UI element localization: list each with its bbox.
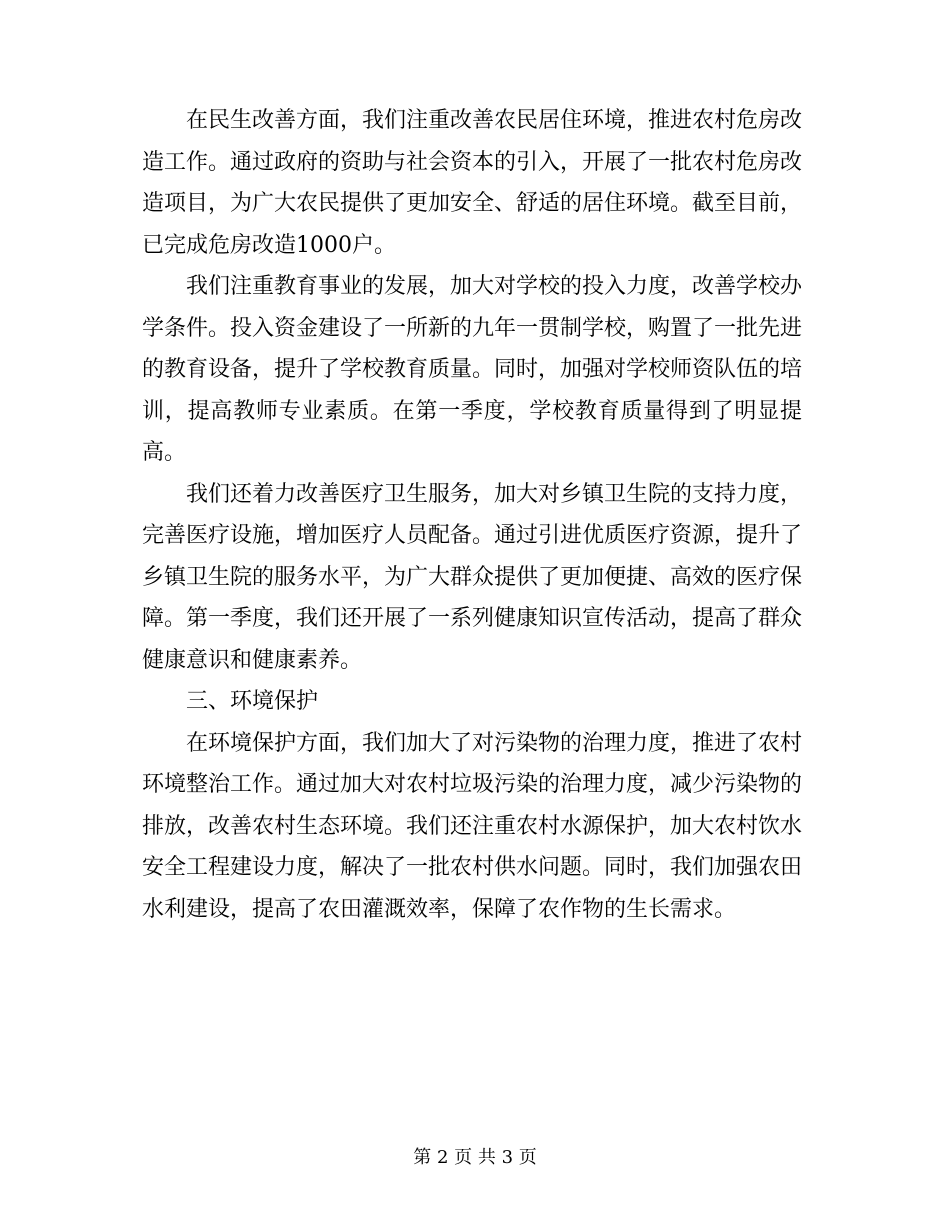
section-heading-environment: 三、环境保护 [186,689,319,714]
paragraph-housing: 在民生改善方面，我们注重改善农民居住环境，推进农村危房改造工作。通过政府的资助与社会资本的引入，开展了一批农村危房改造项目，为广大农民提供了更加安全、舒适的居住环境。截至目前，已完成危房改造1000户。 [142,108,803,258]
paragraph-environment: 在环境保护方面，我们加大了对污染物的治理力度，推进了农村环境整治工作。通过加大对农村垃圾污染的治理力度，减少污染物的排放，改善农村生态环境。我们还注重农村水源保护，加大农村饮水安全工程建设力度，解决了一批农村供水问题。同时，我们加强农田水利建设，提高了农田灌溉效率，保障了农作物的生长需求。 [142,730,803,922]
paragraph-education: 我们注重教育事业的发展，加大对学校的投入力度，改善学校办学条件。投入资金建设了一所新的九年一贯制学校，购置了一批先进的教育设备，提升了学校教育质量。同时，加强对学校师资队伍的培训，提高教师专业素质。在第一季度，学校教育质量得到了明显提高。 [142,274,803,465]
paragraph-healthcare: 我们还着力改善医疗卫生服务，加大对乡镇卫生院的支持力度，完善医疗设施，增加医疗人员配备。通过引进优质医疗资源，提升了乡镇卫生院的服务水平，为广大群众提供了更加便捷、高效的医疗保障。第一季度，我们还开展了一系列健康知识宣传活动，提高了群众健康意识和健康素养。 [142,481,803,673]
document-body [142,100,802,930]
page-number-footer: 第 2 页 共 3 页 [413,1147,537,1168]
